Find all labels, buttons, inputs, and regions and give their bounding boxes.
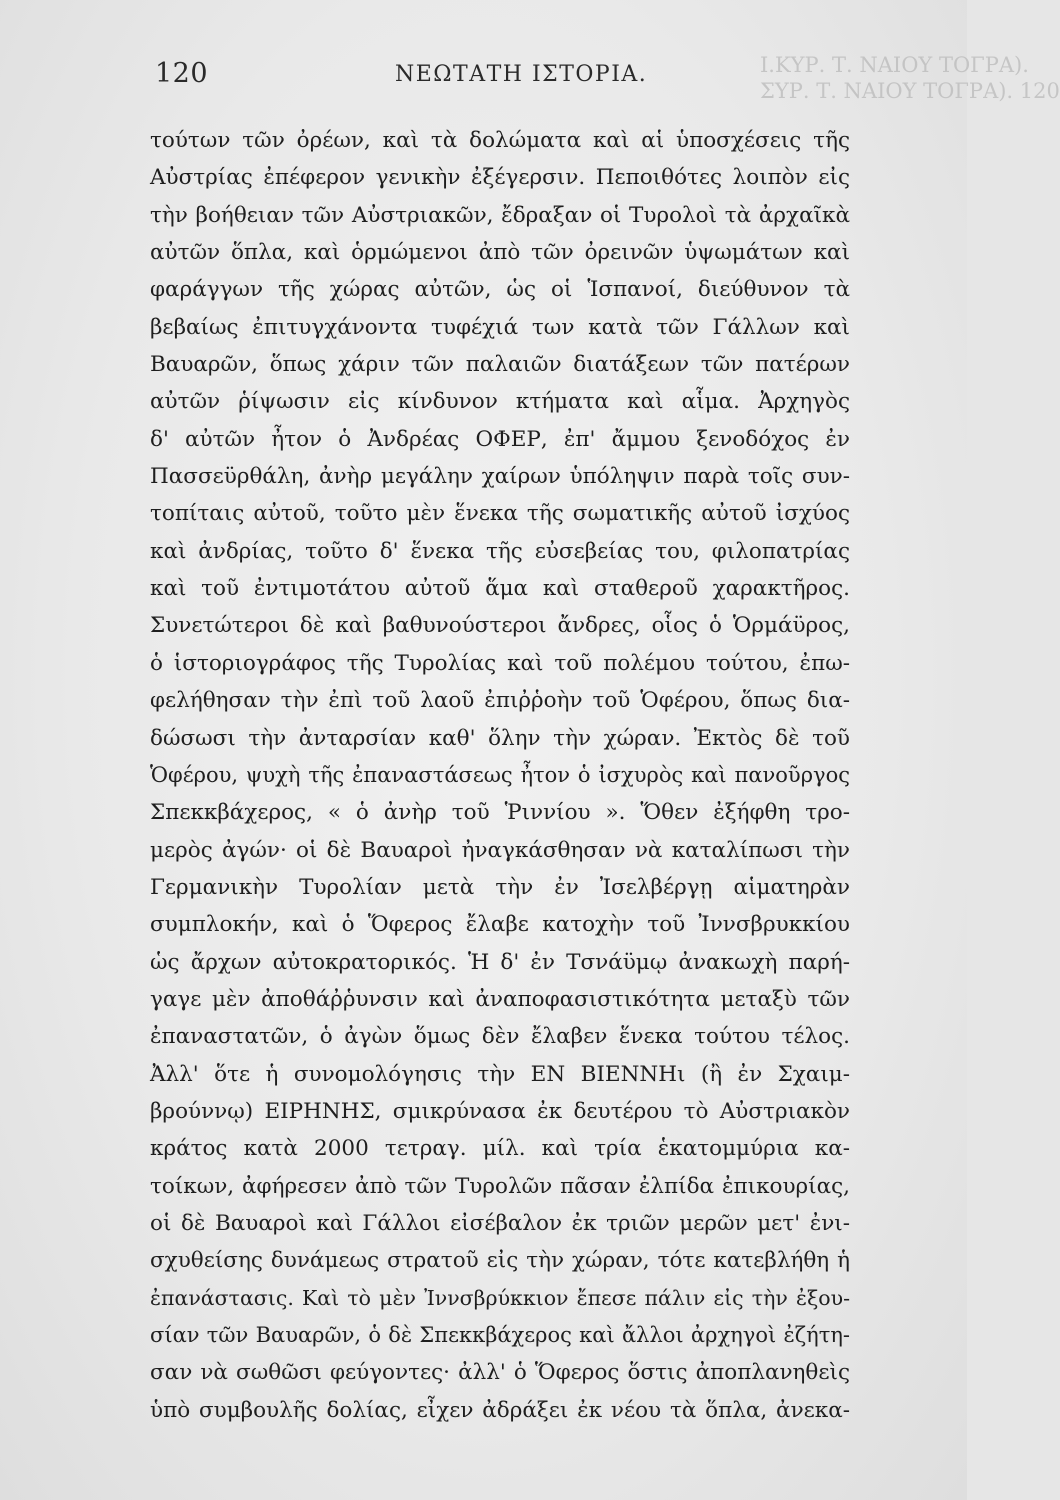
text-line: μερὸς ἀγών· οἱ δὲ Βαυαροὶ ἠναγκάσθησαν νὰ καταλίπωσι τὴν [150,837,850,863]
text-line: ὑπὸ συμβουλῆς δολίας, εἶχεν ἀδράξει ἐκ νέου τὰ ὅπλα, ἀνεκα- [150,1397,850,1423]
text-line: σίαν τῶν Βαυαρῶν, ὁ δὲ Σπεκκβάχερος καὶ ἄλλοι ἀρχηγοὶ ἐζήτη- [150,1323,850,1347]
body-text [150,122,850,1429]
text-line: Ὁφέρου, ψυχὴ τῆς ἐπαναστάσεως ἦτον ὁ ἰσχυρὸς καὶ πανοῦργος [150,762,850,787]
text-line: φαράγγων τῆς χώρας αὐτῶν, ὡς οἱ Ἱσπανοί, διεύθυνον τὰ [150,277,850,303]
text-line: ἐπαναστατῶν, ὁ ἀγὼν ὅμως δὲν ἔλαβεν ἕνεκα τούτου τέλος. [150,1024,850,1050]
text-line: οἱ δὲ Βαυαροὶ καὶ Γάλλοι εἰσέβαλον ἐκ τριῶν μερῶν μετ' ἐνι- [150,1210,850,1236]
text-line: Συνετώτεροι δὲ καὶ βαθυνούστεροι ἄνδρες, οἷος ὁ Ὁρμάϋρος, [150,613,850,639]
text-line: φελήθησαν τὴν ἐπὶ τοῦ λαοῦ ἐπιῤῥοὴν τοῦ Ὁφέρου, ὅπως δια- [150,688,850,714]
text-line: Βαυαρῶν, ὅπως χάριν τῶν παλαιῶν διατάξεων τῶν πατέρων [150,352,850,378]
text-line: Πασσεϋρθάλη, ἀνὴρ μεγάλην χαίρων ὑπόληψιν παρὰ τοῖς συν- [150,464,850,490]
text-line: δ' αὐτῶν ἦτον ὁ Ἀνδρέας ΟΦΕΡ, ἐπ' ἄμμου ξενοδόχος ἐν [150,426,850,452]
page-number: 120 [155,58,209,89]
text-line: σαν νὰ σωθῶσι φεύγοντες· ἀλλ' ὁ Ὅφερος ὅστις ἀποπλανηθεὶς [150,1360,850,1386]
bleed-through-line-1: Ι.ΚΥΡ. Τ. ΝΑΙΟΥ ΤΟΓΡΑ). [760,53,1029,77]
text-line: ὁ ἱστοριογράφος τῆς Τυρολίας καὶ τοῦ πολέμου τούτου, ἐπω- [150,650,850,676]
bleed-through-line-2: ΣΥΡ. Τ. ΝΑΙΟΥ ΤΟΓΡΑ). 120 [760,79,1060,103]
text-line: ἐπανάστασις. Καὶ τὸ μὲν Ἰννσβρύκκιον ἔπεσε πάλιν εἰς τὴν ἐξου- [150,1285,850,1310]
text-line: τοίκων, ἀφήρεσεν ἀπὸ τῶν Τυρολῶν πᾶσαν ἐλπίδα ἐπικουρίας, [150,1173,850,1199]
running-head [155,58,845,98]
text-line: ὡς ἄρχων αὐτοκρατορικός. Ἡ δ' ἐν Τσνάϋμῳ ἀνακωχὴ παρή- [150,949,850,975]
text-line: τοπίταις αὐτοῦ, τοῦτο μὲν ἕνεκα τῆς σωματικῆς αὐτοῦ ἰσχύος [150,501,850,527]
text-line: Γερμανικὴν Τυρολίαν μετὰ τὴν ἐν Ἰσελβέργῃ αἱματηρὰν [150,874,850,900]
text-line: κράτος κατὰ 2000 τετραγ. μίλ. καὶ τρία ἑκατομμύρια κα- [150,1136,850,1162]
text-line: συμπλοκήν, καὶ ὁ Ὅφερος ἔλαβε κατοχὴν τοῦ Ἰννσβρυκκίου [150,912,850,938]
text-line: γαγε μὲν ἀποθάῤῥυνσιν καὶ ἀναποφασιστικότητα μεταξὺ τῶν [150,986,850,1012]
text-line: αὐτῶν ῥίψωσιν εἰς κίνδυνον κτήματα καὶ αἷμα. Ἀρχηγὸς [150,389,850,415]
text-line: Αὐστρίας ἐπέφερον γενικὴν ἐξέγερσιν. Πεποιθότες λοιπὸν εἰς [150,165,850,191]
text-line: αὐτῶν ὅπλα, καὶ ὁρμώμενοι ἀπὸ τῶν ὀρεινῶν ὑψωμάτων καὶ [150,240,850,266]
text-line: καὶ ἀνδρίας, τοῦτο δ' ἕνεκα τῆς εὐσεβείας του, φιλοπατρίας [150,538,850,564]
book-title: ΝΕΩΤΑΤΗ ΙΣΤΟΡΙΑ. [395,62,648,87]
text-line: σχυθείσης δυνάμεως στρατοῦ εἰς τὴν χώραν, τότε κατεβλήθη ἡ [150,1248,850,1274]
text-line: τούτων τῶν ὀρέων, καὶ τὰ δολώματα καὶ αἱ ὑποσχέσεις τῆς [150,128,850,153]
text-line: καὶ τοῦ ἐντιμοτάτου αὐτοῦ ἅμα καὶ σταθεροῦ χαρακτῆρος. [150,576,850,602]
text-line: Σπεκκβάχερος, « ὁ ἀνὴρ τοῦ Ῥιννίου ». Ὅθεν ἐξήφθη τρο- [150,800,850,826]
text-line: βεβαίως ἐπιτυγχάνοντα τυφέχιά των κατὰ τῶν Γάλλων καὶ [150,314,850,340]
text-line: βρούννῳ) ΕΙΡΗΝΗΣ, σμικρύνασα ἐκ δευτέρου τὸ Αὐστριακὸν [150,1098,850,1124]
text-line: τὴν βοήθειαν τῶν Αὐστριακῶν, ἔδραξαν οἱ Τυρολοὶ τὰ ἀρχαῖκὰ [150,202,850,228]
text-line: Ἀλλ' ὅτε ἡ συνομολόγησις τὴν ΕΝ ΒΙΕΝΝΗι (ἢ ἐν Σχαιμ- [150,1061,850,1087]
text-line: δώσωσι τὴν ἀνταρσίαν καθ' ὅλην τὴν χώραν. Ἐκτὸς δὲ τοῦ [150,725,850,751]
